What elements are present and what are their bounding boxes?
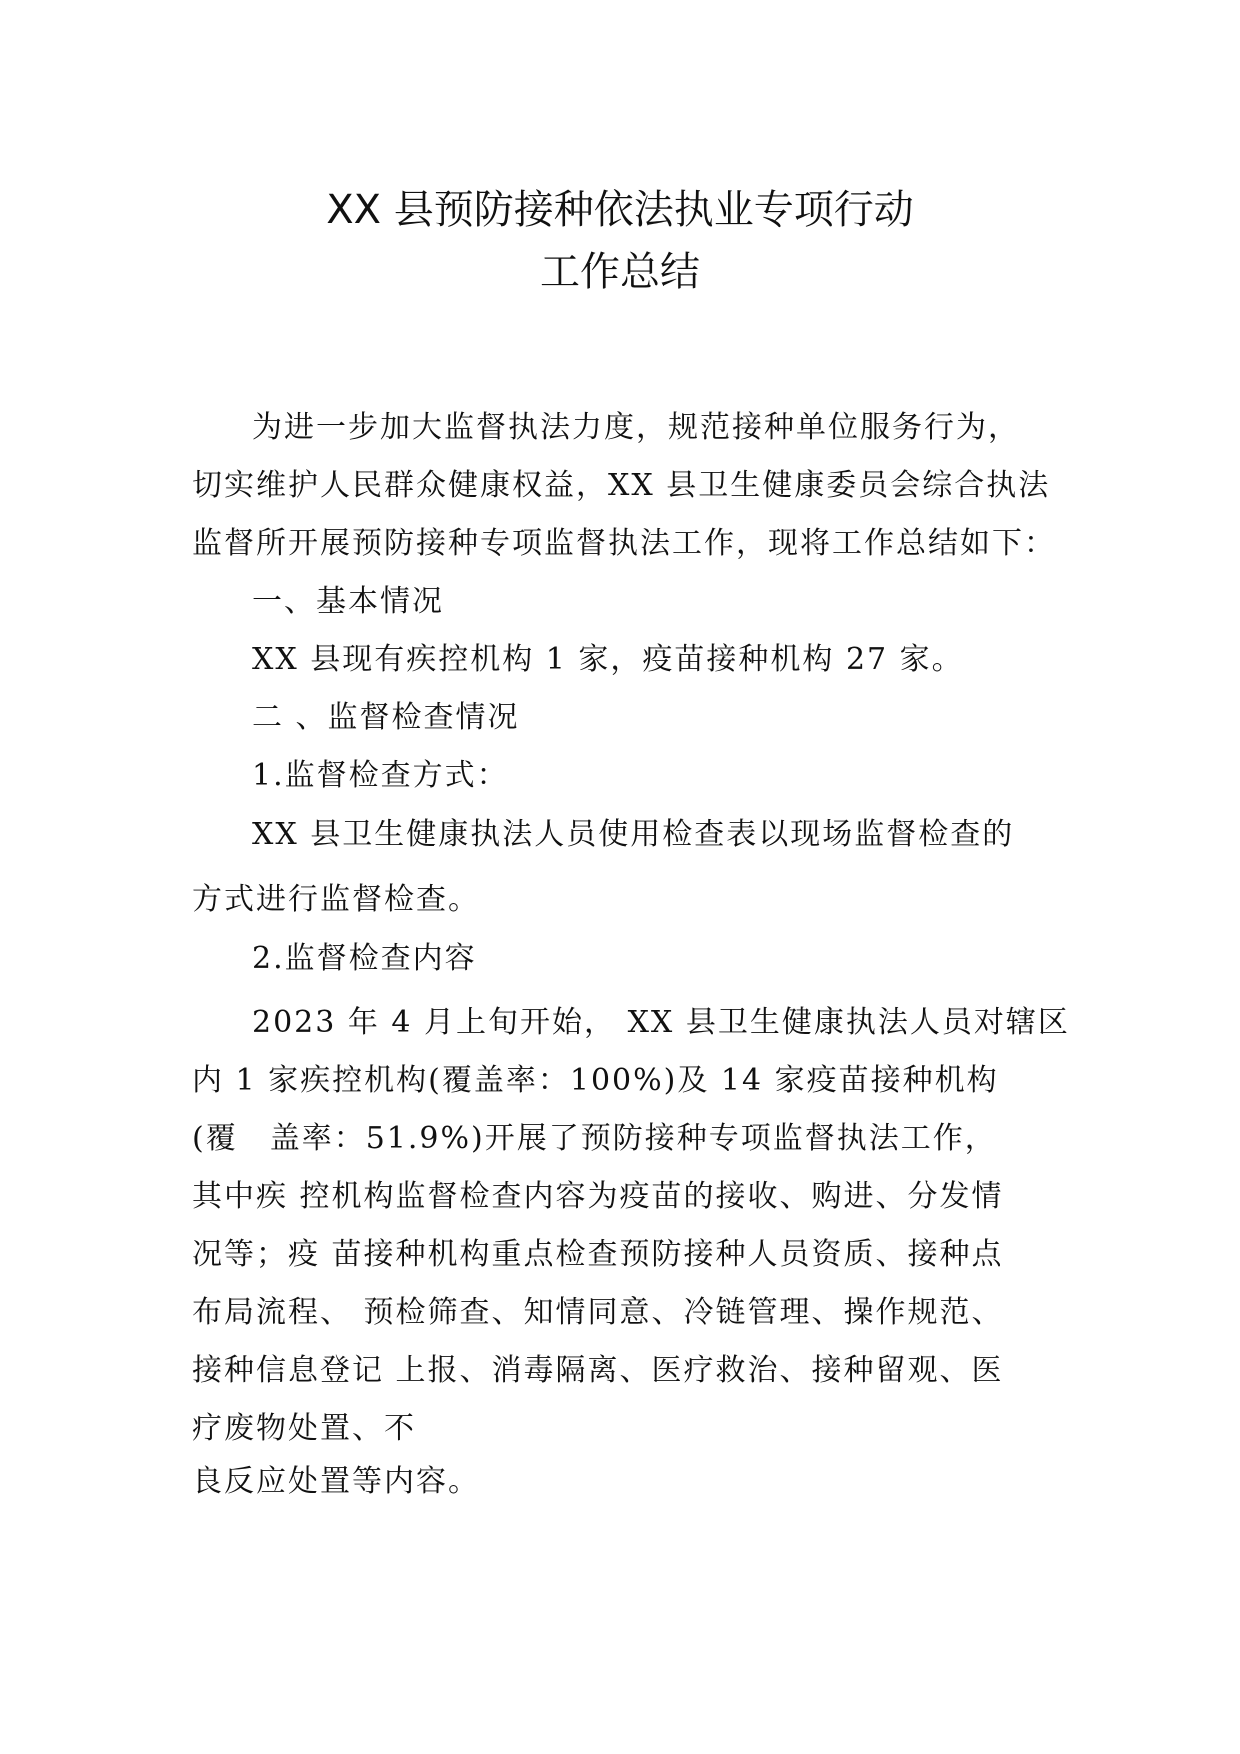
paragraph-line: XX 县现有疾控机构 1 家，疫苗接种机构 27 家。 — [252, 642, 964, 677]
paragraph-line: 疗废物处置、不 — [192, 1411, 416, 1446]
paragraph-line: (覆 盖率：51.9%)开展了预防接种专项监督执法工作， — [192, 1121, 997, 1156]
paragraph-line: XX 县卫生健康执法人员使用检查表以现场监督检查的 — [252, 817, 1015, 852]
document-title-line-1: XX 县预防接种依法执业专项行动 — [326, 187, 914, 233]
section-heading: 一、基本情况 — [252, 584, 444, 619]
paragraph-line: 为进一步加大监督执法力度，规范接种单位服务行为， — [252, 410, 1020, 445]
paragraph-line: 良反应处置等内容。 — [192, 1464, 480, 1499]
paragraph-line: 方式进行监督检查。 — [192, 882, 480, 917]
document-title-line-2: 工作总结 — [540, 249, 700, 295]
section-heading: 二 、监督检查情况 — [252, 700, 520, 735]
paragraph-line: 监督所开展预防接种专项监督执法工作，现将工作总结如下： — [192, 526, 1056, 561]
paragraph-line: 况等；疫 苗接种机构重点检查预防接种人员资质、接种点 — [192, 1237, 1004, 1272]
paragraph-line: 内 1 家疾控机构(覆盖率：100%)及 14 家疫苗接种机构 — [192, 1063, 999, 1098]
paragraph-line: 2023 年 4 月上旬开始， XX 县卫生健康执法人员对辖区 — [252, 1005, 1070, 1040]
paragraph-line: 切实维护人民群众健康权益，XX 县卫生健康委员会综合执法 — [192, 468, 1051, 503]
paragraph-line: 接种信息登记 上报、消毒隔离、医疗救治、接种留观、医 — [192, 1353, 1004, 1388]
paragraph-line: 布局流程、 预检筛查、知情同意、冷链管理、操作规范、 — [192, 1295, 1004, 1330]
paragraph-line: 其中疾 控机构监督检查内容为疫苗的接收、购进、分发情 — [192, 1179, 1004, 1214]
subsection-heading: 2.监督检查内容 — [252, 941, 477, 976]
subsection-heading: 1.监督检查方式： — [252, 758, 509, 793]
